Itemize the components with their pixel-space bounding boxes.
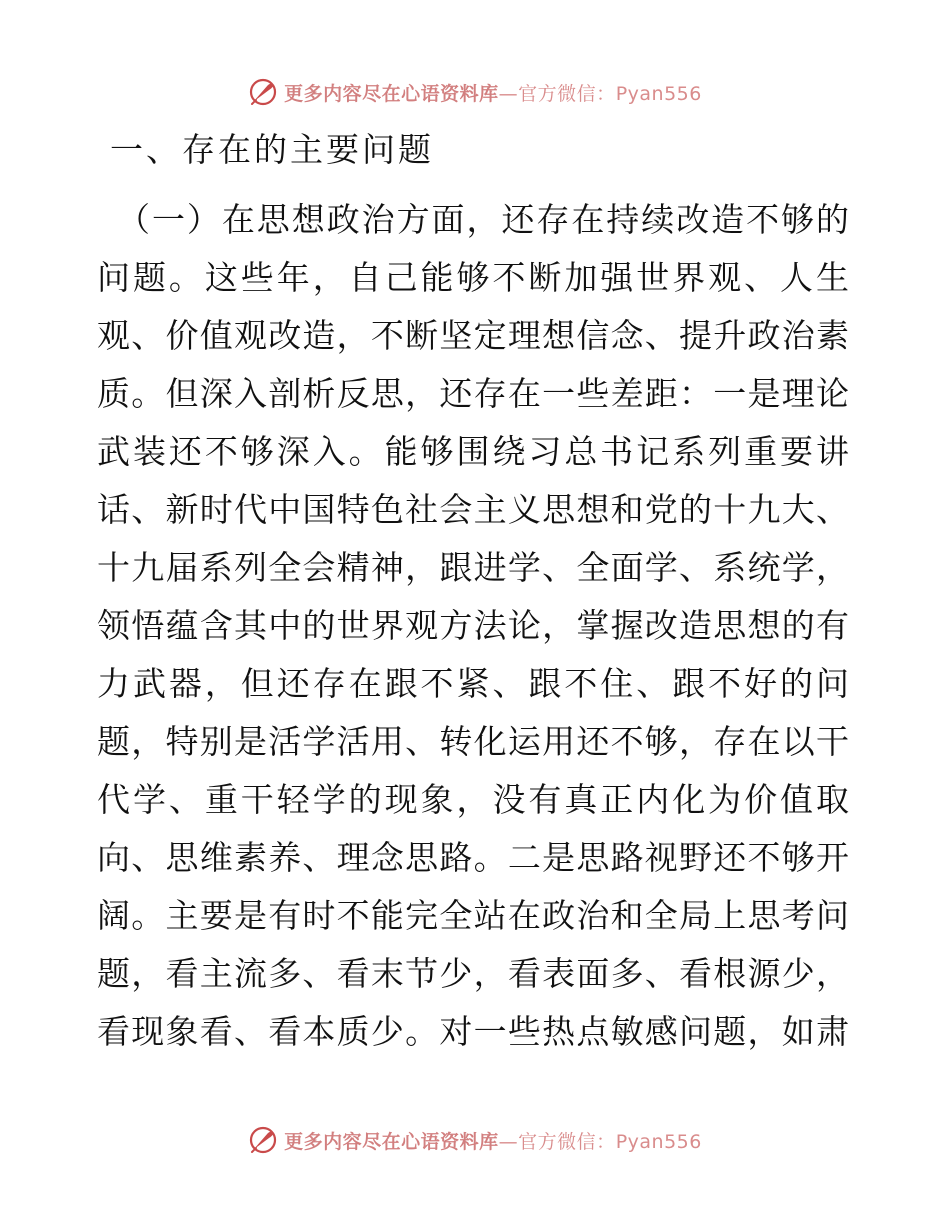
paragraph-line: 向、思维素养、理念思路。二是思路视野还不够开 [97, 838, 849, 877]
paragraph-line: 力武器，但还存在跟不紧、跟不住、跟不好的问 [97, 664, 849, 703]
paragraph-line: 题，看主流多、看末节少，看表面多、看根源少， [97, 954, 849, 993]
header-watermark-banner [0, 72, 950, 112]
paragraph-line: 题，特别是活学活用、转化运用还不够，存在以干 [97, 722, 849, 761]
watermark-brand: 更多内容尽在心语资料库 [284, 82, 499, 105]
watermark-wechat-label: 官方微信： [518, 1130, 616, 1153]
feather-pen-circle-icon [248, 1125, 278, 1155]
watermark-wechat-id: Pyan556 [615, 1130, 702, 1153]
paragraph-line: 领悟蕴含其中的世界观方法论，掌握改造思想的有 [97, 606, 849, 645]
section-heading: 一、存在的主要问题 [110, 130, 434, 169]
paragraph-line: 质。但深入剖析反思，还存在一些差距：一是理论 [97, 374, 849, 413]
footer-watermark-banner [0, 1120, 950, 1160]
paragraph-line: （一）在思想政治方面，还存在持续改造不够的 [117, 200, 849, 239]
paragraph-line: 武装还不够深入。能够围绕习总书记系列重要讲 [97, 432, 849, 471]
paragraph-line: 看现象看、看本质少。对一些热点敏感问题，如肃 [97, 1012, 849, 1051]
paragraph-line: 观、价值观改造，不断坚定理想信念、提升政治素 [97, 316, 849, 355]
paragraph-line: 话、新时代中国特色社会主义思想和党的十九大、 [97, 490, 849, 529]
watermark-wechat-label: 官方微信： [518, 82, 616, 105]
paragraph-line: 阔。主要是有时不能完全站在政治和全局上思考问 [97, 896, 849, 935]
watermark-wechat-id: Pyan556 [615, 82, 702, 105]
watermark-separator: — [498, 82, 519, 105]
paragraph-line: 十九届系列全会精神，跟进学、全面学、系统学， [97, 548, 849, 587]
feather-pen-circle-icon [248, 77, 278, 107]
watermark-separator: — [498, 1130, 519, 1153]
watermark-brand: 更多内容尽在心语资料库 [284, 1130, 499, 1153]
watermark-text [284, 1127, 702, 1154]
paragraph-line: 代学、重干轻学的现象，没有真正内化为价值取 [97, 780, 849, 819]
watermark-text [284, 79, 702, 106]
paragraph-line: 问题。这些年，自己能够不断加强世界观、人生 [97, 258, 849, 297]
body-paragraph [97, 191, 849, 1061]
